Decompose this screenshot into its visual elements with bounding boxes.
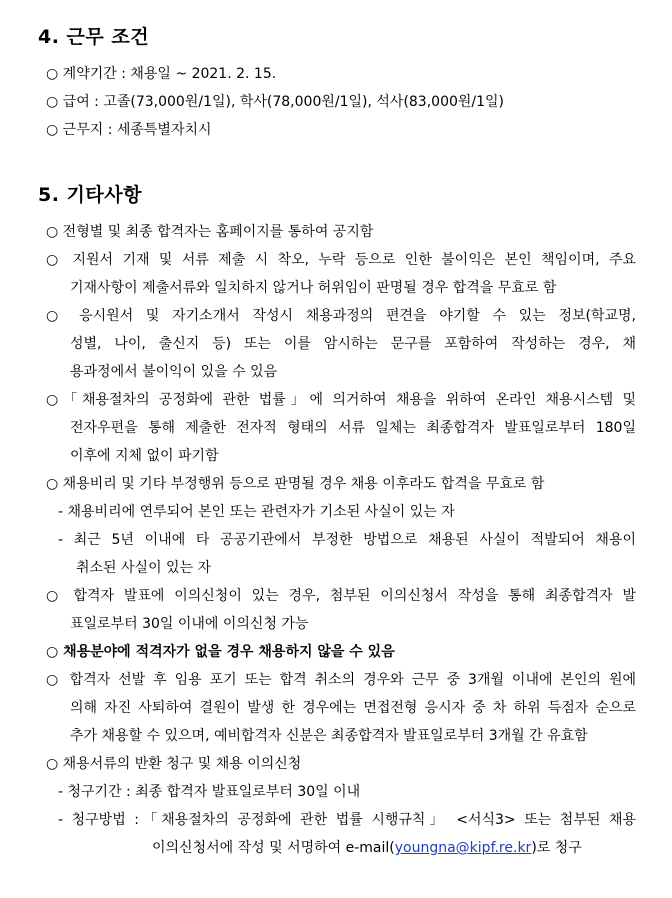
section-5-line: ○ 채용비리 및 기타 부정행위 등으로 판명될 경우 채용 이후라도 합격을 무효로 함 [46, 476, 545, 492]
section-5-line: 용과정에서 불이익이 있을 수 있음 [70, 364, 278, 380]
section-5-line: ○ 지원서 기재 및 서류 제출 시 착오, 누락 등으로 인한 불이익은 본인 책임이며, 주요 [46, 252, 636, 268]
section-5-line: 성별, 나이, 출신지 등) 또는 이를 암시하는 문구를 포함하여 작성하는 경우, 채 [70, 336, 636, 352]
section-4-item: ○ 급여 : 고졸(73,000원/1일), 학사(78,000원/1일), 석사(83,000원/1일) [46, 94, 505, 110]
section-5-line: 기재사항이 제출서류와 일치하지 않거나 허위임이 판명될 경우 합격을 무효로 함 [70, 280, 557, 296]
section-5-subitem: - 청구방법 :「채용절차의 공정화에 관한 법률 시행규칙」 <서식3> 또는 첨부된 채용 [58, 812, 636, 828]
section-4-item: ○ 계약기간 : 채용일 ~ 2021. 2. 15. [46, 66, 277, 82]
section-5-subitem: 취소된 사실이 있는 자 [76, 560, 212, 576]
section-5-line: ○ 응시원서 및 자기소개서 작성시 채용과정의 편견을 야기할 수 있는 정보(학교명, [46, 308, 636, 324]
section-5-subitem: - 청구기간 : 최종 합격자 발표일로부터 30일 이내 [58, 784, 361, 800]
section-5-subitem: - 채용비리에 연루되어 본인 또는 관련자가 기소된 사실이 있는 자 [58, 504, 455, 520]
last-line-prefix: 이의신청서에 작성 및 서명하여 e-mail( [152, 840, 395, 856]
section-5-last-line [152, 838, 582, 858]
section-5-line: 추가 채용할 수 있으며, 예비합격자 신분은 최종합격자 발표일로부터 3개월 간 유효함 [70, 728, 588, 744]
email-link[interactable]: youngna@kipf.re.kr [394, 840, 532, 856]
section-5-title: 5. 기타사항 [38, 184, 142, 206]
section-5-line: ○ 합격자 발표에 이의신청이 있는 경우, 첨부된 이의신청서 작성을 통해 최종합격자 발 [46, 588, 636, 604]
section-5-line: 이후에 지체 없이 파기함 [70, 448, 219, 464]
section-5-line: ○ 전형별 및 최종 합격자는 홈페이지를 통하여 공지함 [46, 224, 374, 240]
section-5-line: ○ 채용서류의 반환 청구 및 채용 이의신청 [46, 756, 302, 772]
section-4-item: ○ 근무지 : 세종특별자치시 [46, 122, 212, 138]
section-5-line: 의해 자진 사퇴하여 결원이 발생 한 경우에는 면접전형 응시자 중 차 하위 득점자 순으로 [70, 700, 636, 716]
section-5-bold-line: ○ 채용분야에 적격자가 없을 경우 채용하지 않을 수 있음 [46, 644, 395, 660]
section-5-line: ○ 합격자 선발 후 임용 포기 또는 합격 취소의 경우와 근무 중 3개월 이내에 본인의 원에 [46, 672, 636, 688]
last-line-suffix: )로 청구 [531, 840, 582, 856]
section-5-subitem: - 최근 5년 이내에 타 공공기관에서 부정한 방법으로 채용된 사실이 적발되어 채용이 [58, 532, 636, 548]
section-5-line: 전자우편을 통해 제출한 전자적 형태의 서류 일체는 최종합격자 발표일로부터 180일 [70, 420, 636, 436]
section-4-title: 4. 근무 조건 [38, 26, 150, 48]
section-5-line: ○「채용절차의 공정화에 관한 법률」에 의거하여 채용을 위하여 온라인 채용시스템 및 [46, 392, 636, 408]
section-5-line: 표일로부터 30일 이내에 이의신청 가능 [70, 616, 309, 632]
